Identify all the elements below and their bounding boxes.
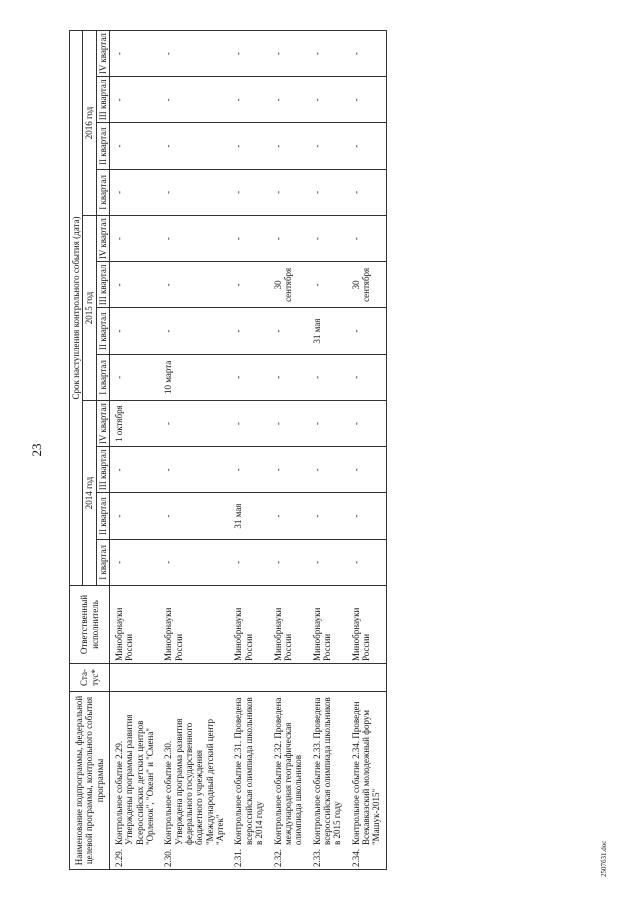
executor-cell: Минобрнауки России	[347, 586, 387, 664]
table-row	[308, 31, 347, 870]
quarter-date-cell: -	[229, 31, 268, 77]
event-name: Контрольное событие 2.33. Проведена всероссийская олимпиада школьников в 2015 году	[311, 697, 343, 845]
quarter-date-cell: -	[110, 493, 160, 539]
quarter-date-cell: -	[229, 308, 268, 354]
quarter-date-cell: -	[269, 216, 308, 262]
header-quarter: II квартал	[96, 308, 109, 354]
event-name-cell	[347, 692, 387, 870]
table-row	[110, 31, 160, 870]
doc-file-label: 2507б31.doc	[600, 840, 608, 877]
quarter-date-cell: -	[269, 354, 308, 400]
quarter-date-cell: -	[159, 493, 229, 539]
quarter-date-cell: -	[347, 447, 387, 493]
quarter-date-cell: -	[229, 539, 268, 585]
quarter-date-cell: -	[269, 539, 308, 585]
quarter-date-cell: -	[308, 354, 347, 400]
quarter-date-cell: -	[229, 447, 268, 493]
quarter-date-cell: -	[159, 123, 229, 169]
quarter-date-cell: -	[110, 308, 160, 354]
quarter-date-cell: -	[269, 308, 308, 354]
quarter-date-cell: -	[347, 31, 387, 77]
quarter-date-cell: -	[229, 123, 268, 169]
quarter-date-cell: -	[347, 354, 387, 400]
executor-cell: Минобрнауки России	[159, 586, 229, 664]
table-row	[159, 31, 229, 870]
quarter-date-cell: -	[159, 169, 229, 215]
quarter-date-cell: -	[229, 354, 268, 400]
header-year-2016: 2016 год	[83, 31, 96, 216]
header-year-2014: 2014 год	[83, 401, 96, 586]
event-number: 2.33.	[311, 849, 322, 867]
event-name: Контрольное событие 2.29. Утверждены программы развития Всероссийских детских центров "Орленок", "Океан" и "Смена"	[114, 714, 156, 845]
quarter-date-cell: -	[159, 216, 229, 262]
quarter-date-cell: -	[159, 77, 229, 123]
quarter-date-cell: -	[347, 308, 387, 354]
executor-cell: Минобрнауки России	[229, 586, 268, 664]
event-name-cell	[269, 692, 308, 870]
quarter-date-cell: -	[110, 77, 160, 123]
quarter-date-cell: -	[159, 308, 229, 354]
quarter-date-cell: -	[159, 262, 229, 308]
status-cell	[269, 664, 308, 692]
quarter-date-cell: 30 сентября	[347, 262, 387, 308]
table-row	[269, 31, 308, 870]
quarter-date-cell: -	[269, 77, 308, 123]
quarter-date-cell: -	[308, 447, 347, 493]
event-number: 2.32.	[272, 849, 283, 867]
quarter-date-cell: -	[110, 447, 160, 493]
status-cell	[347, 664, 387, 692]
header-quarter: IV квартал	[96, 401, 109, 447]
header-quarter: III квартал	[96, 262, 109, 308]
quarter-date-cell: -	[308, 123, 347, 169]
quarter-date-cell: -	[269, 493, 308, 539]
executor-cell: Минобрнауки России	[110, 586, 160, 664]
quarter-date-cell: -	[308, 169, 347, 215]
quarter-date-cell: -	[347, 123, 387, 169]
status-cell	[159, 664, 229, 692]
quarter-date-cell: -	[229, 401, 268, 447]
header-quarter: I квартал	[96, 354, 109, 400]
page-number: 23	[29, 443, 44, 457]
table-row	[347, 31, 387, 870]
event-name: Контрольное событие 2.31. Проведена всероссийская олимпиада школьников в 2014 году	[233, 697, 265, 845]
header-quarter: I квартал	[96, 169, 109, 215]
event-name: Контрольное событие 2.30. Утверждена программа развития федерального государственного бюджетного учреждения "Международный детский центр "Артек"	[163, 718, 226, 845]
quarter-date-cell: -	[347, 493, 387, 539]
quarter-date-cell: -	[110, 354, 160, 400]
quarter-date-cell: -	[308, 539, 347, 585]
quarter-date-cell: -	[110, 539, 160, 585]
event-name-cell	[110, 692, 160, 870]
status-cell	[229, 664, 268, 692]
header-quarter: II квартал	[96, 493, 109, 539]
event-number: 2.34.	[350, 849, 361, 867]
quarter-date-cell: -	[347, 77, 387, 123]
event-number: 2.30.	[163, 849, 174, 867]
executor-cell: Минобрнауки России	[308, 586, 347, 664]
header-name: Наименование подпрограммы, федеральной целевой программы, контрольного события программы	[70, 692, 110, 870]
quarter-date-cell: -	[308, 77, 347, 123]
quarter-date-cell: -	[308, 401, 347, 447]
table-header	[70, 31, 110, 870]
quarter-date-cell: -	[110, 169, 160, 215]
quarter-date-cell: -	[229, 216, 268, 262]
quarter-date-cell: -	[308, 493, 347, 539]
quarter-date-cell: -	[308, 216, 347, 262]
quarter-date-cell: -	[308, 262, 347, 308]
quarter-date-cell: -	[229, 169, 268, 215]
quarter-date-cell: -	[347, 216, 387, 262]
header-quarter: III квартал	[96, 447, 109, 493]
quarter-date-cell: -	[269, 31, 308, 77]
event-name-cell	[159, 692, 229, 870]
header-executor: Ответственный исполнитель	[70, 586, 110, 664]
quarter-date-cell: 31 мая	[308, 308, 347, 354]
quarter-date-cell: 10 марта	[159, 354, 229, 400]
quarter-date-cell: -	[269, 401, 308, 447]
quarter-date-cell: -	[347, 539, 387, 585]
header-deadline: Срок наступления контрольного события (дата)	[70, 31, 83, 586]
quarter-date-cell: -	[308, 31, 347, 77]
event-number: 2.29.	[114, 849, 125, 867]
executor-cell: Минобрнауки России	[269, 586, 308, 664]
quarter-date-cell: 1 октября	[110, 401, 160, 447]
table-body	[110, 31, 387, 870]
status-cell	[308, 664, 347, 692]
quarter-date-cell: -	[269, 123, 308, 169]
status-cell	[110, 664, 160, 692]
header-quarter: IV квартал	[96, 216, 109, 262]
quarter-date-cell: -	[269, 169, 308, 215]
event-name: Контрольное событие 2.34. Проведен Всекавказский молодежный форум "Машук-2015"	[350, 701, 382, 845]
event-name-cell	[229, 692, 268, 870]
header-year-2015: 2015 год	[83, 216, 96, 401]
quarter-date-cell: -	[110, 262, 160, 308]
quarter-date-cell: -	[347, 401, 387, 447]
header-status: Ста-тус*	[70, 664, 110, 692]
quarter-date-cell: -	[110, 216, 160, 262]
quarter-date-cell: -	[110, 31, 160, 77]
quarter-date-cell: -	[159, 401, 229, 447]
quarter-date-cell: -	[159, 447, 229, 493]
quarter-date-cell: -	[347, 169, 387, 215]
quarter-date-cell: -	[159, 31, 229, 77]
header-quarter: II квартал	[96, 123, 109, 169]
header-quarter: I квартал	[96, 539, 109, 585]
header-quarter: IV квартал	[96, 31, 109, 77]
quarter-date-cell: -	[269, 447, 308, 493]
quarter-date-cell: -	[229, 77, 268, 123]
event-name: Контрольное событие 2.32. Проведена международная географическая олимпиада школьников	[272, 697, 304, 845]
rotated-page	[69, 30, 609, 870]
header-quarter: III квартал	[96, 77, 109, 123]
quarter-date-cell: -	[110, 123, 160, 169]
event-number: 2.31.	[233, 849, 244, 867]
quarter-date-cell: -	[229, 262, 268, 308]
control-events-table	[69, 30, 387, 870]
table-row	[229, 31, 268, 870]
quarter-date-cell: 30 сентября	[269, 262, 308, 308]
event-name-cell	[308, 692, 347, 870]
quarter-date-cell: 31 мая	[229, 493, 268, 539]
quarter-date-cell: -	[159, 539, 229, 585]
